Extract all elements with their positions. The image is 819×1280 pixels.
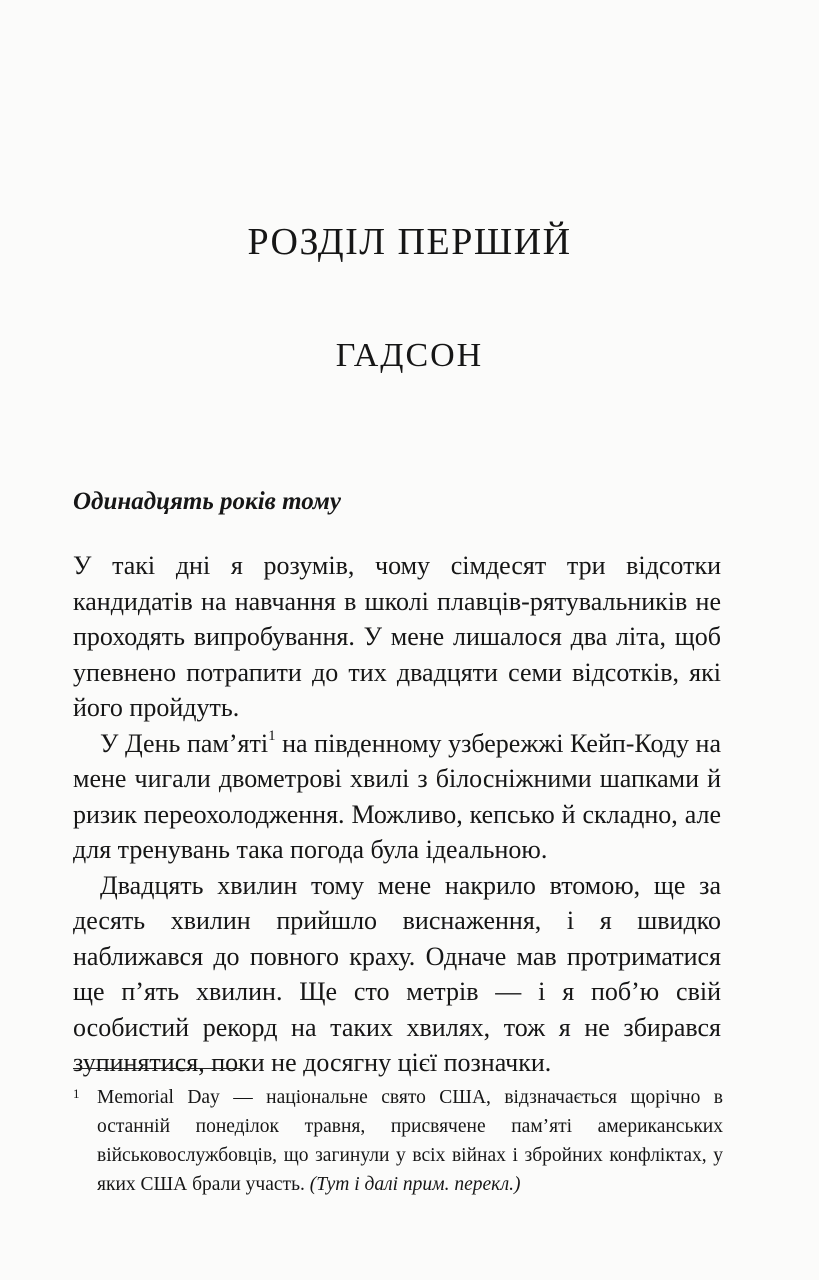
paragraph: Двадцять хвилин тому мене накрило втомою, ще за десять хвилин прийшло виснаження, і я швидко наближався до повного краху. Одначе мав протриматися ще п’ять хвилин. Ще сто метрів — і я поб’ю свій особистий рекорд на таких хвилях, тож я не збирався зупинятися, поки не досягну цієї позначки. [73, 870, 721, 1077]
footnote-divider [73, 1068, 241, 1069]
footnote-body: Memorial Day — національне свято США, відзначається щорічно в останній понеділок травня, присвячене пам’яті американських військовослужбовців, що загинули у всіх війнах і збройних конфліктах, у яких США брали участь. [97, 1087, 723, 1195]
footnote [73, 1083, 723, 1199]
footnote-text [73, 1083, 723, 1199]
footnote-reference: 1 [268, 727, 276, 744]
chapter-title: ГАДСОН [335, 337, 484, 374]
paragraph-text: У День пам’яті [100, 728, 269, 758]
chapter-heading: РОЗДІЛ ПЕРШИЙ [247, 221, 572, 263]
paragraph-text: на південному узбережжі Кейп-Коду на мене чигали двометрові хвилі з білосніжними шапками й ризик переохолодження. Можливо, кепсько й складно, але для тренувань така погода була ідеальною. [73, 728, 721, 864]
footnote-translator-note: (Тут і далі прим. перекл.) [309, 1174, 521, 1195]
paragraph [73, 726, 721, 868]
epigraph: Одинадцять років тому [73, 488, 341, 515]
body-text [73, 548, 721, 1081]
paragraph: У такі дні я розумів, чому сімдесят три відсотки кандидатів на навчання в школі плавців-рятувальників не проходять випробування. У мене лишалося два літа, щоб упевнено потрапити до тих двадцяти семи відсотків, які його пройдуть. [73, 551, 721, 722]
footnote-marker: 1 [73, 1086, 80, 1101]
